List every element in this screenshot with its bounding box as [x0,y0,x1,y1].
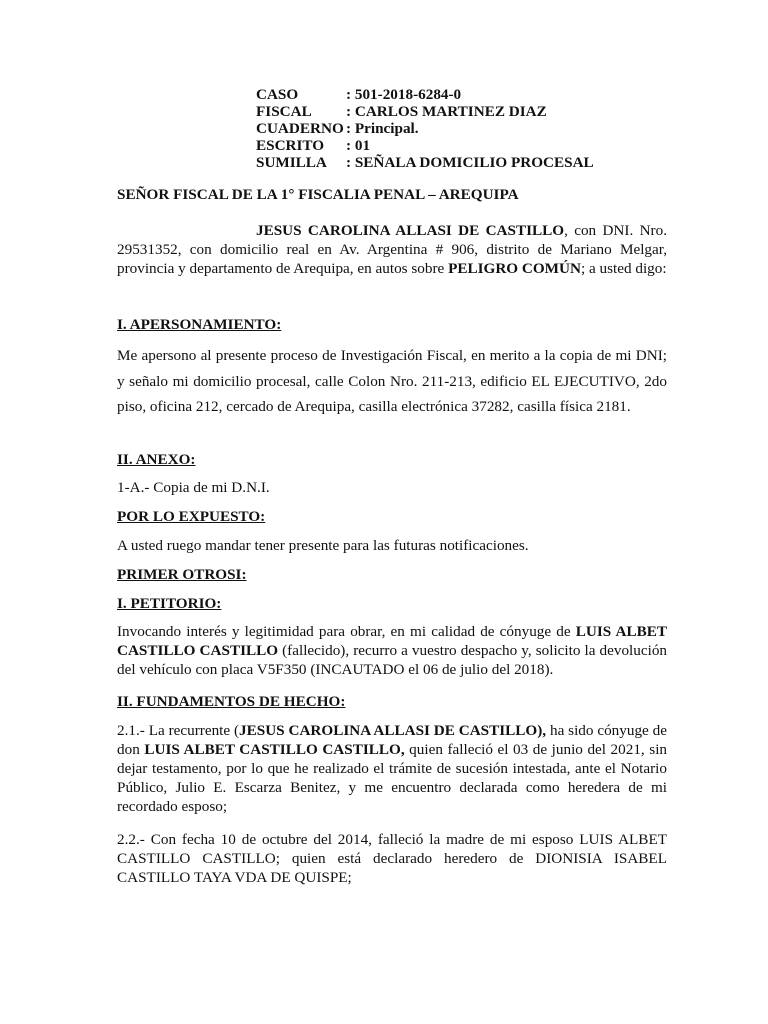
anexo-heading: II. ANEXO: [117,451,196,468]
petitioner-name: JESUS CAROLINA ALLASI DE CASTILLO [256,222,565,239]
petitioner-name-2: JESUS CAROLINA ALLASI DE CASTILLO), [239,722,547,739]
fiscal-row [256,103,594,120]
fundamento-2-2: 2.2.- Con fecha 10 de octubre del 2014, falleció la madre de mi esposo LUIS ALBET CASTILLO CASTILLO; quien está declarado heredero de DIONISIA ISABEL CASTILLO TAYA VDA DE QUISPE; [117,831,667,886]
case-header [256,86,594,171]
cuaderno-row [256,120,594,137]
expuesto-text: A usted ruego mandar tener presente para las futuras notificaciones. [117,537,529,554]
sumilla-row [256,154,594,171]
cuaderno-value: : Principal. [346,120,419,137]
petitorio-text-1: Invocando interés y legitimidad para obrar, en mi calidad de cónyuge de [117,623,576,640]
petitorio-text [117,622,667,679]
sumilla-label: SUMILLA [256,154,327,171]
expuesto-heading: POR LO EXPUESTO: [117,508,266,525]
fundamento-2-1-text-1: 2.1.- La recurrente ( [117,722,240,739]
intro-text-2: ; a usted digo: [580,260,667,277]
fiscal-value: : CARLOS MARTINEZ DIAZ [346,103,547,120]
fundamento-2-1-text-3: quien falleció el 03 de junio del 2021, sin dejar testamento, por lo que he realizado el trámite de sucesión intestada, ante el Notario Público, Julio E. Escarza Benitez, y me encuentro declarada como heredera de mi recordado esposo; [117,741,668,815]
spouse-name: LUIS ALBET CASTILLO CASTILLO [117,623,667,659]
petitorio-text-2: (fallecido), recurro a vuestro despacho y, solicito la devolución del vehículo con placa V5F350 (INCAUTADO el 06 de julio del 2018). [117,642,668,678]
escrito-label: ESCRITO [256,137,325,154]
escrito-row [256,137,594,154]
anexo-text: 1-A.- Copia de mi D.N.I. [117,479,270,496]
fundamentos-heading: II. FUNDAMENTOS DE HECHO: [117,693,346,710]
fundamento-2-1 [117,721,667,816]
cuaderno-label: CUADERNO [256,120,344,137]
apersonamiento-text: Me apersono al presente proceso de Investigación Fiscal, en merito a la copia de mi DNI; y señalo mi domicilio procesal, calle Colon Nro. 211-213, edificio EL EJECUTIVO, 2do piso, oficina 212, cercado de Arequipa, casilla electrónica 37282, casilla física 2181. [117,347,667,415]
sumilla-value: : SEÑALA DOMICILIO PROCESAL [346,154,594,171]
case-value: : 501-2018-6284-0 [346,86,462,103]
apersonamiento-heading: I. APERSONAMIENTO: [117,316,282,333]
petitorio-heading: I. PETITORIO: [117,595,222,612]
intro-paragraph [117,221,667,278]
intro-text-1: , con DNI. Nro. 29531352, con domicilio real en Av. Argentina # 906, distrito de Mariano Melgar, provincia y departamento de Arequipa, en autos sobre [117,222,668,277]
case-row [256,86,594,103]
otrosi-heading: PRIMER OTROSI: [117,566,247,583]
spouse-name-2: LUIS ALBET CASTILLO CASTILLO, [144,741,405,758]
case-label: CASO [256,86,299,103]
addressee: SEÑOR FISCAL DE LA 1° FISCALIA PENAL – AREQUIPA [117,186,519,203]
escrito-value: : 01 [346,137,371,154]
fiscal-label: FISCAL [256,103,312,120]
fundamento-2-1-text-2: ha sido cónyuge de don [117,722,667,758]
case-subject: PELIGRO COMÚN [448,260,581,277]
